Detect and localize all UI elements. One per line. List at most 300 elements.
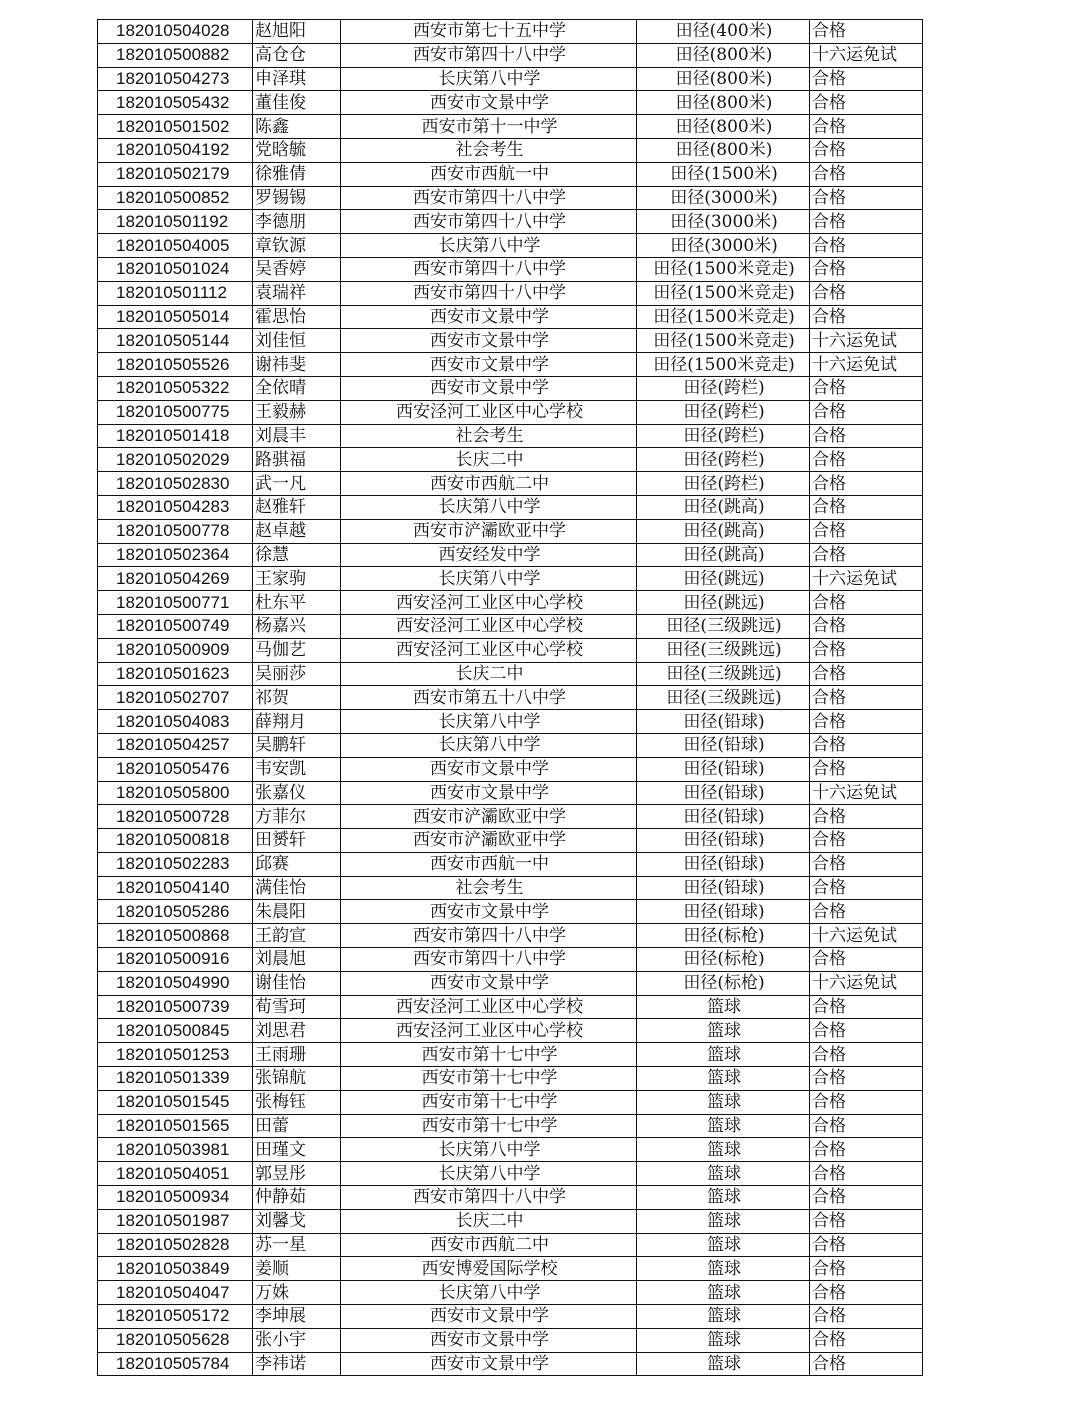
- result-cell: 合格: [810, 424, 923, 448]
- table-row: [98, 662, 923, 686]
- result-cell: 合格: [810, 138, 923, 162]
- candidate-id-cell: 182010500771: [98, 591, 253, 615]
- table-row: [98, 567, 923, 591]
- student-name-cell: 李德朋: [253, 210, 341, 234]
- table-row: [98, 305, 923, 329]
- event-cell: 田径(3000米): [637, 234, 810, 258]
- candidate-id-cell: 182010500739: [98, 995, 253, 1019]
- student-name-cell: 陈鑫: [253, 115, 341, 139]
- event-cell: 田径(跨栏): [637, 400, 810, 424]
- table-row: [98, 1186, 923, 1210]
- school-cell: 西安市西航一中: [341, 852, 637, 876]
- candidate-id-cell: 182010501253: [98, 1043, 253, 1067]
- student-name-cell: 王家驹: [253, 567, 341, 591]
- table-row: [98, 1138, 923, 1162]
- table-row: [98, 829, 923, 853]
- table-row: [98, 1162, 923, 1186]
- student-name-cell: 田蕾: [253, 1114, 341, 1138]
- event-cell: 篮球: [637, 1138, 810, 1162]
- event-cell: 田径(1500米竞走): [637, 281, 810, 305]
- student-name-cell: 方菲尔: [253, 805, 341, 829]
- candidate-id-cell: 182010502828: [98, 1233, 253, 1257]
- candidate-id-cell: 182010505014: [98, 305, 253, 329]
- school-cell: 西安市文景中学: [341, 1305, 637, 1329]
- school-cell: 西安市第五十八中学: [341, 686, 637, 710]
- table-row: [98, 876, 923, 900]
- student-name-cell: 章钦源: [253, 234, 341, 258]
- event-cell: 田径(跳高): [637, 543, 810, 567]
- school-cell: 长庆第八中学: [341, 1138, 637, 1162]
- school-cell: 西安市文景中学: [341, 353, 637, 377]
- school-cell: 西安市文景中学: [341, 1328, 637, 1352]
- table-row: [98, 686, 923, 710]
- student-name-cell: 满佳怡: [253, 876, 341, 900]
- table-row: [98, 138, 923, 162]
- candidate-id-cell: 182010500845: [98, 1019, 253, 1043]
- candidate-id-cell: 182010500882: [98, 43, 253, 67]
- event-cell: 田径(铅球): [637, 757, 810, 781]
- event-cell: 田径(800米): [637, 138, 810, 162]
- student-name-cell: 杜东平: [253, 591, 341, 615]
- student-name-cell: 吴香婷: [253, 257, 341, 281]
- school-cell: 西安市第十七中学: [341, 1067, 637, 1091]
- candidate-id-cell: 182010501545: [98, 1090, 253, 1114]
- result-cell: 十六运免试: [810, 43, 923, 67]
- student-name-cell: 张梅钰: [253, 1090, 341, 1114]
- student-name-cell: 郭昱彤: [253, 1162, 341, 1186]
- table-row: [98, 733, 923, 757]
- student-name-cell: 罗锡锡: [253, 186, 341, 210]
- result-cell: 合格: [810, 1186, 923, 1210]
- event-cell: 田径(铅球): [637, 900, 810, 924]
- student-name-cell: 赵雅轩: [253, 495, 341, 519]
- candidate-id-cell: 182010502283: [98, 852, 253, 876]
- result-cell: 合格: [810, 614, 923, 638]
- school-cell: 西安市文景中学: [341, 1352, 637, 1376]
- table-row: [98, 43, 923, 67]
- table-row: [98, 257, 923, 281]
- table-row: [98, 1067, 923, 1091]
- event-cell: 田径(铅球): [637, 829, 810, 853]
- student-name-cell: 朱晨阳: [253, 900, 341, 924]
- table-row: [98, 1352, 923, 1376]
- result-cell: 合格: [810, 400, 923, 424]
- candidate-id-cell: 182010501024: [98, 257, 253, 281]
- candidate-id-cell: 182010501339: [98, 1067, 253, 1091]
- table-body: [98, 20, 923, 1376]
- result-cell: 合格: [810, 1043, 923, 1067]
- table-row: [98, 805, 923, 829]
- result-cell: 合格: [810, 448, 923, 472]
- table-row: [98, 376, 923, 400]
- school-cell: 长庆第八中学: [341, 234, 637, 258]
- candidate-id-cell: 182010504192: [98, 138, 253, 162]
- table-row: [98, 924, 923, 948]
- school-cell: 长庆二中: [341, 662, 637, 686]
- result-cell: 合格: [810, 162, 923, 186]
- result-cell: 合格: [810, 876, 923, 900]
- table-row: [98, 162, 923, 186]
- table-row: [98, 472, 923, 496]
- table-row: [98, 281, 923, 305]
- table-row: [98, 495, 923, 519]
- candidate-id-cell: 182010504283: [98, 495, 253, 519]
- school-cell: 西安博爱国际学校: [341, 1257, 637, 1281]
- table-row: [98, 20, 923, 44]
- student-name-cell: 姜顺: [253, 1257, 341, 1281]
- event-cell: 田径(跳高): [637, 519, 810, 543]
- candidate-id-cell: 182010502179: [98, 162, 253, 186]
- student-name-cell: 马伽艺: [253, 638, 341, 662]
- school-cell: 西安市第十一中学: [341, 115, 637, 139]
- table-row: [98, 781, 923, 805]
- school-cell: 西安市第四十八中学: [341, 43, 637, 67]
- school-cell: 社会考生: [341, 876, 637, 900]
- student-name-cell: 王毅赫: [253, 400, 341, 424]
- table-row: [98, 67, 923, 91]
- candidate-id-cell: 182010505784: [98, 1352, 253, 1376]
- event-cell: 田径(3000米): [637, 210, 810, 234]
- school-cell: 西安市第四十八中学: [341, 924, 637, 948]
- result-cell: 合格: [810, 1328, 923, 1352]
- table-row: [98, 948, 923, 972]
- event-cell: 篮球: [637, 1233, 810, 1257]
- school-cell: 西安市文景中学: [341, 757, 637, 781]
- table-row: [98, 424, 923, 448]
- candidate-id-cell: 182010505286: [98, 900, 253, 924]
- result-cell: 合格: [810, 1162, 923, 1186]
- candidate-id-cell: 182010504273: [98, 67, 253, 91]
- result-cell: 合格: [810, 519, 923, 543]
- result-cell: 十六运免试: [810, 924, 923, 948]
- student-name-cell: 田赟轩: [253, 829, 341, 853]
- table-row: [98, 591, 923, 615]
- school-cell: 长庆第八中学: [341, 733, 637, 757]
- school-cell: 西安市第四十八中学: [341, 186, 637, 210]
- candidate-id-cell: 182010501502: [98, 115, 253, 139]
- result-cell: 合格: [810, 186, 923, 210]
- candidate-id-cell: 182010502029: [98, 448, 253, 472]
- school-cell: 西安市文景中学: [341, 305, 637, 329]
- school-cell: 西安泾河工业区中心学校: [341, 638, 637, 662]
- student-name-cell: 谢祎斐: [253, 353, 341, 377]
- table-row: [98, 1281, 923, 1305]
- school-cell: 西安市第四十八中学: [341, 948, 637, 972]
- event-cell: 田径(跨栏): [637, 424, 810, 448]
- table-row: [98, 234, 923, 258]
- result-cell: 合格: [810, 900, 923, 924]
- table-row: [98, 1328, 923, 1352]
- student-name-cell: 薛翔月: [253, 710, 341, 734]
- candidate-id-cell: 182010500868: [98, 924, 253, 948]
- candidate-id-cell: 182010504047: [98, 1281, 253, 1305]
- event-cell: 田径(三级跳远): [637, 638, 810, 662]
- event-cell: 田径(跨栏): [637, 376, 810, 400]
- candidate-id-cell: 182010505322: [98, 376, 253, 400]
- student-name-cell: 李坤展: [253, 1305, 341, 1329]
- result-cell: 十六运免试: [810, 353, 923, 377]
- result-cell: 合格: [810, 20, 923, 44]
- candidate-id-cell: 182010501418: [98, 424, 253, 448]
- event-cell: 田径(标枪): [637, 924, 810, 948]
- result-cell: 合格: [810, 1352, 923, 1376]
- event-cell: 篮球: [637, 1209, 810, 1233]
- candidate-id-cell: 182010500778: [98, 519, 253, 543]
- table-row: [98, 1090, 923, 1114]
- table-row: [98, 400, 923, 424]
- school-cell: 西安泾河工业区中心学校: [341, 995, 637, 1019]
- result-cell: 合格: [810, 495, 923, 519]
- school-cell: 西安泾河工业区中心学校: [341, 591, 637, 615]
- event-cell: 篮球: [637, 1090, 810, 1114]
- event-cell: 田径(跨栏): [637, 472, 810, 496]
- school-cell: 长庆第八中学: [341, 495, 637, 519]
- result-cell: 合格: [810, 829, 923, 853]
- table-row: [98, 115, 923, 139]
- result-cell: 合格: [810, 1138, 923, 1162]
- event-cell: 田径(铅球): [637, 781, 810, 805]
- table-row: [98, 1043, 923, 1067]
- event-cell: 篮球: [637, 1019, 810, 1043]
- event-cell: 篮球: [637, 995, 810, 1019]
- candidate-id-cell: 182010502830: [98, 472, 253, 496]
- table-row: [98, 1233, 923, 1257]
- table-row: [98, 353, 923, 377]
- school-cell: 西安市浐灞欧亚中学: [341, 519, 637, 543]
- result-cell: 合格: [810, 638, 923, 662]
- event-cell: 篮球: [637, 1162, 810, 1186]
- table-row: [98, 329, 923, 353]
- table-row: [98, 638, 923, 662]
- event-cell: 篮球: [637, 1305, 810, 1329]
- result-cell: 合格: [810, 1090, 923, 1114]
- result-cell: 合格: [810, 91, 923, 115]
- student-name-cell: 刘思君: [253, 1019, 341, 1043]
- student-name-cell: 刘晨丰: [253, 424, 341, 448]
- result-cell: 合格: [810, 1233, 923, 1257]
- school-cell: 西安市第七十五中学: [341, 20, 637, 44]
- student-name-cell: 吴鹏轩: [253, 733, 341, 757]
- school-cell: 西安经发中学: [341, 543, 637, 567]
- event-cell: 田径(跨栏): [637, 448, 810, 472]
- table-row: [98, 519, 923, 543]
- table-row: [98, 1114, 923, 1138]
- school-cell: 西安泾河工业区中心学校: [341, 614, 637, 638]
- school-cell: 社会考生: [341, 138, 637, 162]
- school-cell: 社会考生: [341, 424, 637, 448]
- result-cell: 合格: [810, 852, 923, 876]
- event-cell: 田径(铅球): [637, 805, 810, 829]
- result-cell: 合格: [810, 1257, 923, 1281]
- candidate-id-cell: 182010501623: [98, 662, 253, 686]
- result-cell: 十六运免试: [810, 567, 923, 591]
- candidate-id-cell: 182010500916: [98, 948, 253, 972]
- student-name-cell: 霍思怡: [253, 305, 341, 329]
- school-cell: 西安市文景中学: [341, 971, 637, 995]
- event-cell: 田径(800米): [637, 91, 810, 115]
- candidate-id-cell: 182010505432: [98, 91, 253, 115]
- event-cell: 篮球: [637, 1186, 810, 1210]
- table-row: [98, 186, 923, 210]
- student-name-cell: 刘馨戈: [253, 1209, 341, 1233]
- candidate-id-cell: 182010504257: [98, 733, 253, 757]
- event-cell: 田径(1500米竞走): [637, 257, 810, 281]
- student-name-cell: 王韵宣: [253, 924, 341, 948]
- event-cell: 田径(三级跳远): [637, 686, 810, 710]
- candidate-id-cell: 182010504990: [98, 971, 253, 995]
- candidate-id-cell: 182010501987: [98, 1209, 253, 1233]
- student-name-cell: 党晗毓: [253, 138, 341, 162]
- result-cell: 合格: [810, 733, 923, 757]
- candidate-id-cell: 182010500775: [98, 400, 253, 424]
- school-cell: 西安市西航二中: [341, 1233, 637, 1257]
- event-cell: 田径(400米): [637, 20, 810, 44]
- event-cell: 田径(三级跳远): [637, 662, 810, 686]
- result-cell: 合格: [810, 1281, 923, 1305]
- candidate-id-cell: 182010505476: [98, 757, 253, 781]
- result-cell: 合格: [810, 210, 923, 234]
- student-name-cell: 徐雅倩: [253, 162, 341, 186]
- event-cell: 田径(1500米竞走): [637, 305, 810, 329]
- event-cell: 篮球: [637, 1114, 810, 1138]
- school-cell: 西安市第十七中学: [341, 1114, 637, 1138]
- school-cell: 长庆二中: [341, 448, 637, 472]
- school-cell: 西安市文景中学: [341, 781, 637, 805]
- table-row: [98, 210, 923, 234]
- student-name-cell: 祁贺: [253, 686, 341, 710]
- student-name-cell: 张锦航: [253, 1067, 341, 1091]
- school-cell: 西安市第十七中学: [341, 1043, 637, 1067]
- candidate-id-cell: 182010502707: [98, 686, 253, 710]
- result-cell: 合格: [810, 805, 923, 829]
- school-cell: 长庆第八中学: [341, 67, 637, 91]
- event-cell: 田径(铅球): [637, 852, 810, 876]
- student-name-cell: 荀雪珂: [253, 995, 341, 1019]
- result-cell: 合格: [810, 543, 923, 567]
- table-row: [98, 1019, 923, 1043]
- student-name-cell: 王雨珊: [253, 1043, 341, 1067]
- student-name-cell: 赵卓越: [253, 519, 341, 543]
- student-name-cell: 张嘉仪: [253, 781, 341, 805]
- candidate-id-cell: 182010500909: [98, 638, 253, 662]
- school-cell: 西安市第四十八中学: [341, 281, 637, 305]
- candidate-id-cell: 182010500749: [98, 614, 253, 638]
- candidate-id-cell: 182010505800: [98, 781, 253, 805]
- result-cell: 十六运免试: [810, 329, 923, 353]
- student-name-cell: 董佳俊: [253, 91, 341, 115]
- result-cell: 合格: [810, 948, 923, 972]
- event-cell: 田径(800米): [637, 115, 810, 139]
- student-name-cell: 赵旭阳: [253, 20, 341, 44]
- result-cell: 合格: [810, 305, 923, 329]
- student-name-cell: 徐慧: [253, 543, 341, 567]
- school-cell: 长庆第八中学: [341, 1281, 637, 1305]
- event-cell: 田径(1500米): [637, 162, 810, 186]
- candidate-id-cell: 182010504083: [98, 710, 253, 734]
- student-name-cell: 吴丽莎: [253, 662, 341, 686]
- candidate-id-cell: 182010505526: [98, 353, 253, 377]
- table-row: [98, 900, 923, 924]
- school-cell: 长庆二中: [341, 1209, 637, 1233]
- school-cell: 西安市文景中学: [341, 91, 637, 115]
- event-cell: 田径(3000米): [637, 186, 810, 210]
- event-cell: 田径(1500米竞走): [637, 353, 810, 377]
- result-cell: 合格: [810, 376, 923, 400]
- table-row: [98, 971, 923, 995]
- candidate-id-cell: 182010503981: [98, 1138, 253, 1162]
- student-name-cell: 高仓仓: [253, 43, 341, 67]
- school-cell: 西安市文景中学: [341, 329, 637, 353]
- result-cell: 合格: [810, 757, 923, 781]
- event-cell: 田径(标枪): [637, 971, 810, 995]
- candidate-id-cell: 182010505144: [98, 329, 253, 353]
- student-name-cell: 苏一星: [253, 1233, 341, 1257]
- result-cell: 合格: [810, 662, 923, 686]
- candidate-id-cell: 182010500728: [98, 805, 253, 829]
- student-name-cell: 全依晴: [253, 376, 341, 400]
- student-name-cell: 仲静茹: [253, 1186, 341, 1210]
- school-cell: 西安泾河工业区中心学校: [341, 1019, 637, 1043]
- event-cell: 田径(800米): [637, 43, 810, 67]
- school-cell: 西安市第十七中学: [341, 1090, 637, 1114]
- school-cell: 长庆第八中学: [341, 567, 637, 591]
- event-cell: 篮球: [637, 1328, 810, 1352]
- result-cell: 合格: [810, 1305, 923, 1329]
- candidate-id-cell: 182010504028: [98, 20, 253, 44]
- result-cell: 合格: [810, 710, 923, 734]
- table-row: [98, 1209, 923, 1233]
- student-name-cell: 韦安凯: [253, 757, 341, 781]
- event-cell: 田径(铅球): [637, 733, 810, 757]
- school-cell: 西安市第四十八中学: [341, 257, 637, 281]
- student-name-cell: 袁瑞祥: [253, 281, 341, 305]
- school-cell: 长庆第八中学: [341, 1162, 637, 1186]
- student-name-cell: 杨嘉兴: [253, 614, 341, 638]
- student-name-cell: 谢佳怡: [253, 971, 341, 995]
- table-row: [98, 852, 923, 876]
- event-cell: 田径(标枪): [637, 948, 810, 972]
- candidate-id-cell: 182010501112: [98, 281, 253, 305]
- candidate-id-cell: 182010504051: [98, 1162, 253, 1186]
- result-cell: 十六运免试: [810, 781, 923, 805]
- student-name-cell: 申泽琪: [253, 67, 341, 91]
- table-row: [98, 448, 923, 472]
- candidate-id-cell: 182010504140: [98, 876, 253, 900]
- result-cell: 合格: [810, 67, 923, 91]
- school-cell: 西安市西航二中: [341, 472, 637, 496]
- table-row: [98, 710, 923, 734]
- table-row: [98, 91, 923, 115]
- result-cell: 合格: [810, 115, 923, 139]
- table-row: [98, 757, 923, 781]
- student-name-cell: 路骐福: [253, 448, 341, 472]
- event-cell: 田径(800米): [637, 67, 810, 91]
- event-cell: 田径(跳高): [637, 495, 810, 519]
- results-table: [97, 19, 923, 1376]
- event-cell: 田径(跳远): [637, 591, 810, 615]
- candidate-id-cell: 182010500852: [98, 186, 253, 210]
- result-cell: 合格: [810, 472, 923, 496]
- student-name-cell: 万姝: [253, 1281, 341, 1305]
- school-cell: 长庆第八中学: [341, 710, 637, 734]
- school-cell: 西安市第四十八中学: [341, 210, 637, 234]
- result-cell: 合格: [810, 686, 923, 710]
- event-cell: 篮球: [637, 1281, 810, 1305]
- student-name-cell: 邱赛: [253, 852, 341, 876]
- result-cell: 合格: [810, 281, 923, 305]
- result-cell: 合格: [810, 1019, 923, 1043]
- result-cell: 合格: [810, 995, 923, 1019]
